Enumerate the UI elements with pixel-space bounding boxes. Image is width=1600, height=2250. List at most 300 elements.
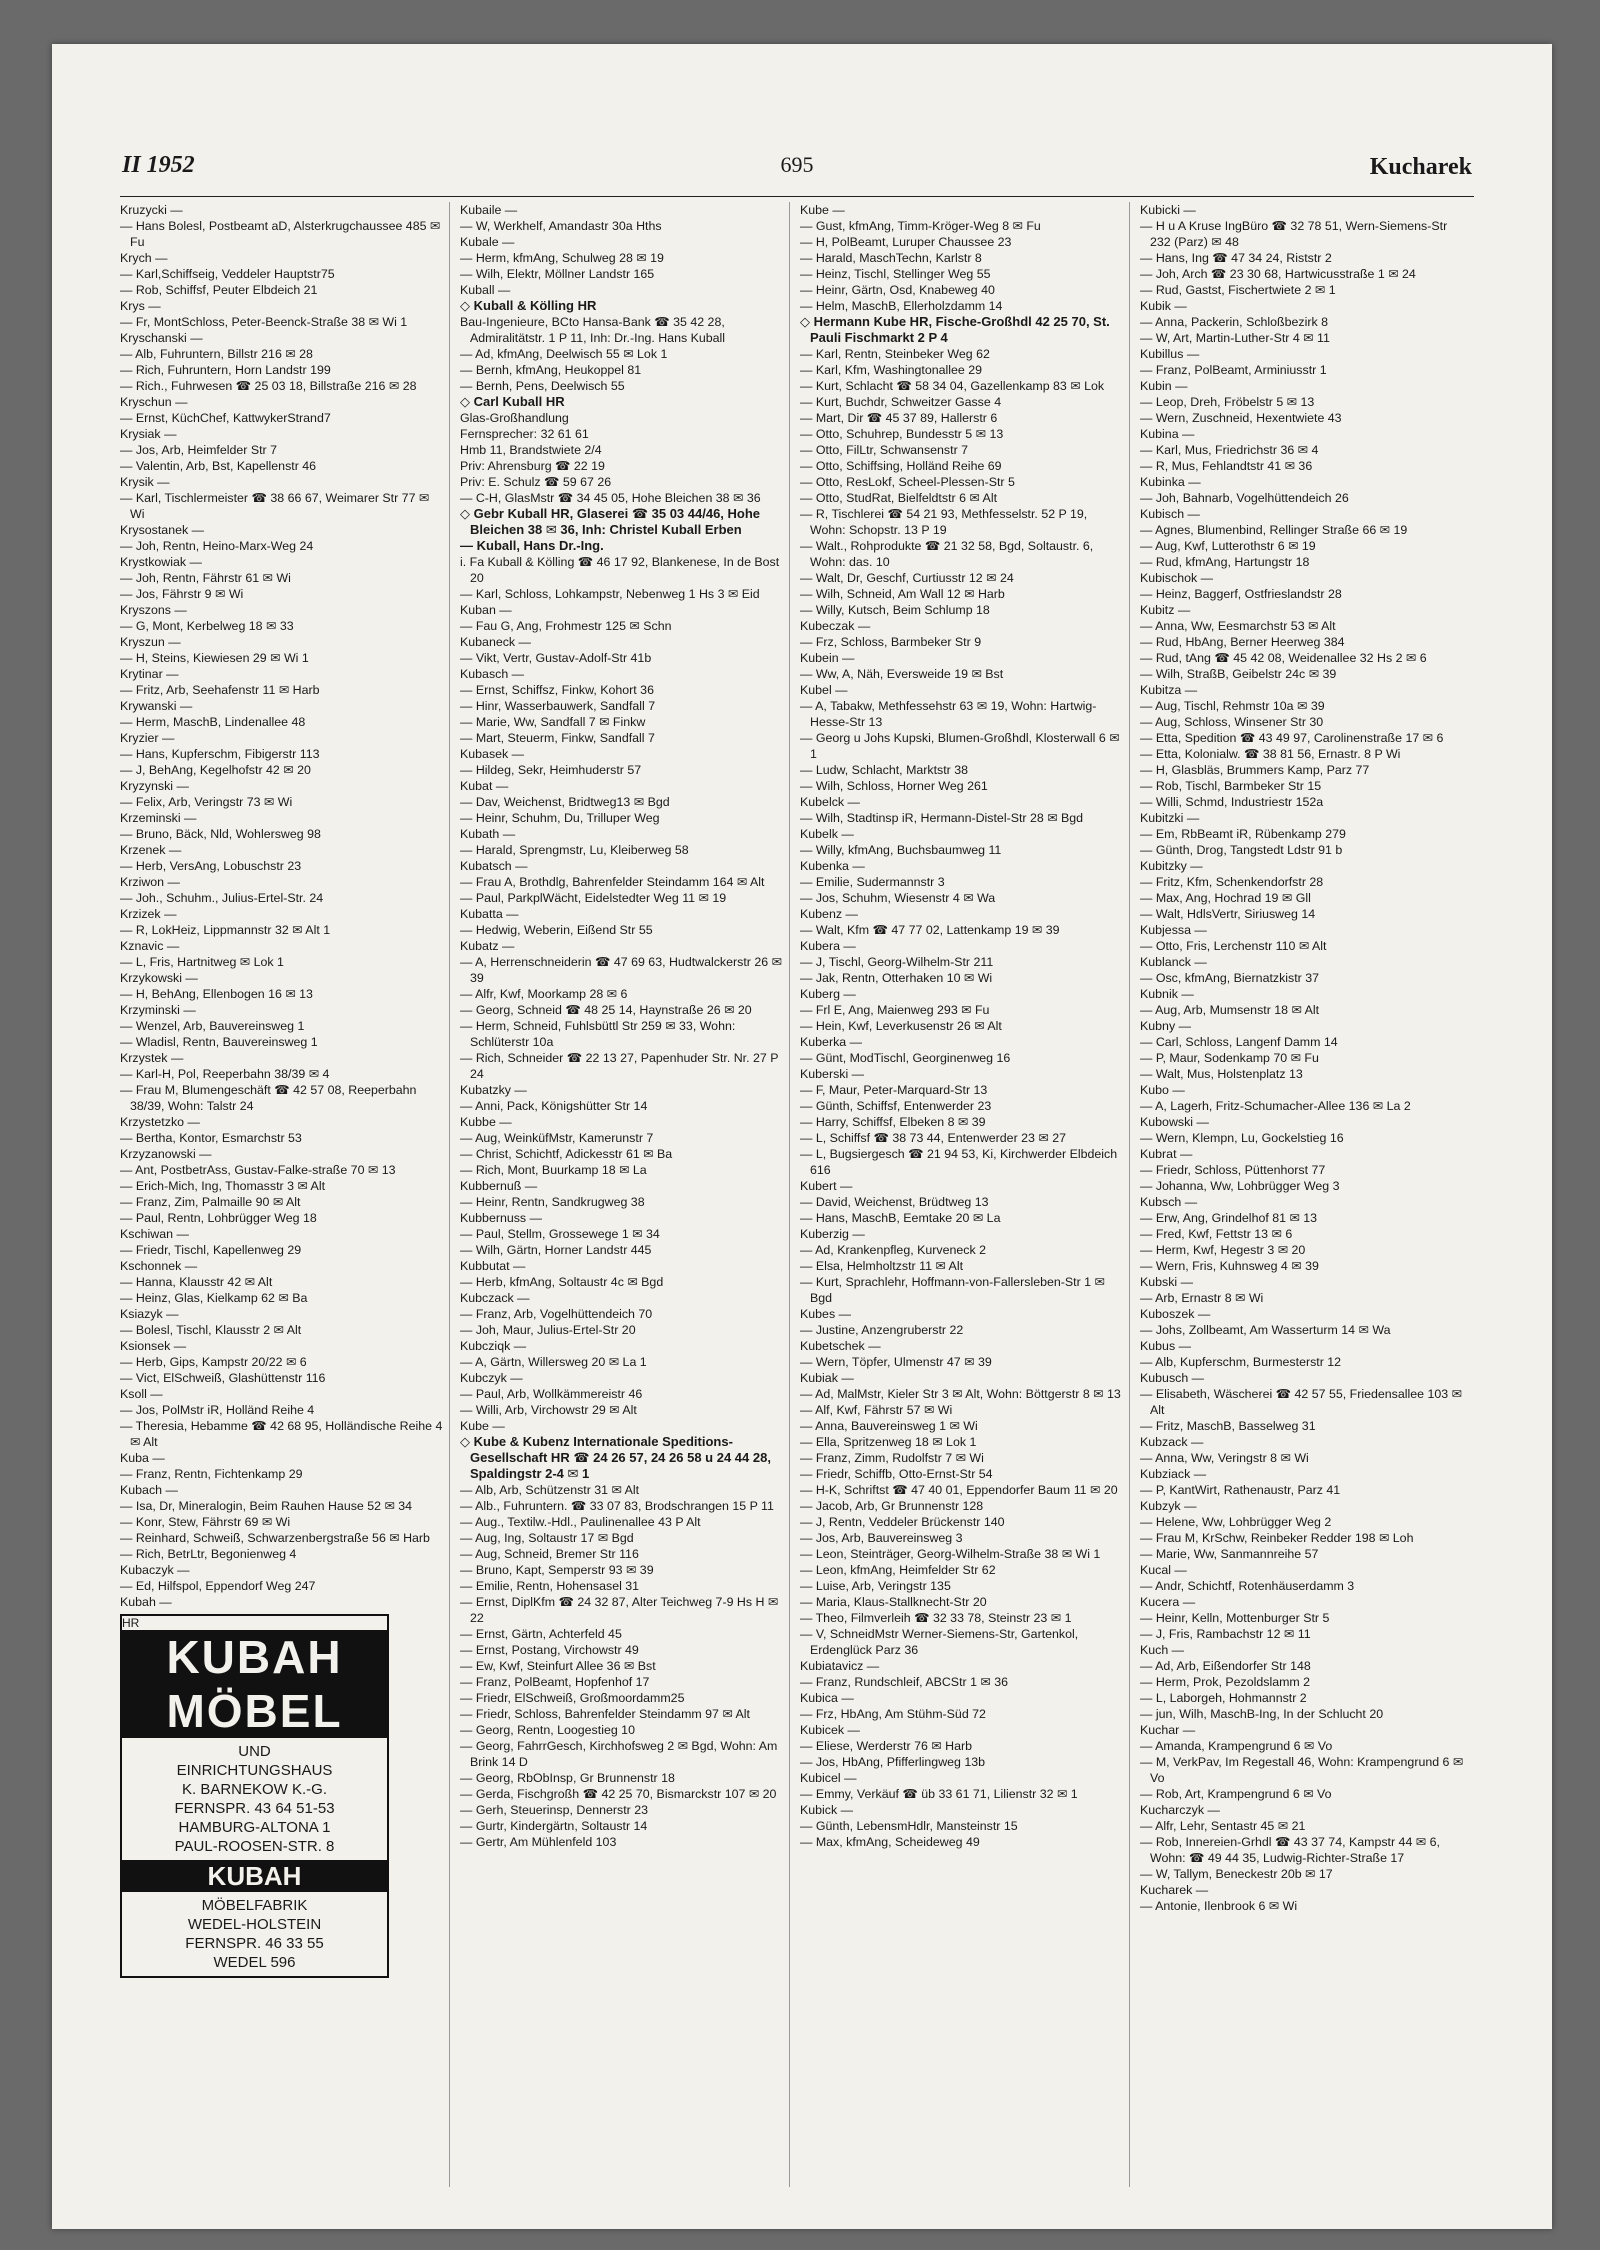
directory-entry: — Frz, Schloss, Barmbeker Str 9 — [800, 635, 982, 649]
columns — [120, 202, 1475, 2187]
directory-entry: Kuch — — [1140, 1643, 1185, 1657]
directory-entry: — Joh, Bahnarb, Vogelhüttendeich 26 — [1140, 491, 1349, 505]
directory-entry: Kubski — — [1140, 1275, 1194, 1289]
ad-line1: KUBAH — [122, 1630, 387, 1684]
directory-entry: Krys — — [120, 299, 161, 313]
directory-entry: — H u A Kruse IngBüro ☎ 32 78 51, Wern-Siemens-Str 232 (Parz) ✉ 48 — [1140, 219, 1448, 249]
directory-entry: — Willy, Kutsch, Beim Schlump 18 — [800, 603, 990, 617]
directory-entry: — Emmy, Verkäuf ☎ üb 33 61 71, Lilienstr 32 ✉ 1 — [800, 1787, 1078, 1801]
kubah-advertisement — [120, 1614, 389, 1978]
directory-entry: Kubel — — [800, 683, 848, 697]
directory-entry: — J, Rentn, Veddeler Brückenstr 140 — [800, 1515, 1005, 1529]
directory-entry: — Aug, Schneid, Bremer Str 116 — [460, 1547, 639, 1561]
directory-entry: — V, SchneidMstr Werner-Siemens-Str, Gartenkol, Erdenglück Parz 36 — [800, 1627, 1079, 1657]
directory-entry: Kubica — — [800, 1691, 854, 1705]
directory-entry: — Fau G, Ang, Frohmestr 125 ✉ Schn — [460, 619, 672, 633]
directory-entry: Kuboszek — — [1140, 1307, 1211, 1321]
directory-entry: — Isa, Dr, Mineralogin, Beim Rauhen Hause 52 ✉ 34 — [120, 1499, 413, 1513]
directory-entry: — Franz, Rentn, Fichtenkamp 29 — [120, 1467, 303, 1481]
directory-entry: Kubicki — — [1140, 203, 1196, 217]
directory-entry: — Joh., Schuhm., Julius-Ertel-Str. 24 — [120, 891, 324, 905]
directory-entry: — Wern, Zuschneid, Hexentwiete 43 — [1140, 411, 1342, 425]
directory-entry: Kube — — [800, 203, 845, 217]
directory-entry: — Alfr, Kwf, Moorkamp 28 ✉ 6 — [460, 987, 628, 1001]
directory-entry: — Otto, Schiffsing, Holländ Reihe 69 — [800, 459, 1002, 473]
directory-entry: — Franz, Rundschleif, ABCStr 1 ✉ 36 — [800, 1675, 1009, 1689]
directory-entry: — Otto, StudRat, Bielfeldtstr 6 ✉ Alt — [800, 491, 998, 505]
directory-entry: Kznavic — — [120, 939, 180, 953]
directory-entry: — H, Glasbläs, Brummers Kamp, Parz 77 — [1140, 763, 1370, 777]
directory-entry: — Franz, PolBeamt, Arminiusstr 1 — [1140, 363, 1327, 377]
directory-entry: Kubasek — — [460, 747, 525, 761]
directory-entry: Kubischok — — [1140, 571, 1214, 585]
directory-entry: Kubath — — [460, 827, 516, 841]
column-4 — [1140, 202, 1470, 2187]
directory-entry: Kubczyk — — [460, 1371, 523, 1385]
directory-entry: — Ad, MalMstr, Kieler Str 3 ✉ Alt, Wohn: Böttgerstr 8 ✉ 13 — [800, 1387, 1121, 1401]
directory-entry: — Frau A, Brothdlg, Bahrenfelder Steindamm 164 ✉ Alt — [460, 875, 765, 889]
directory-entry: — Osc, kfmAng, Biernatzkistr 37 — [1140, 971, 1320, 985]
directory-entry: — jun, Wilh, MaschB-Ing, In der Schlucht 20 — [1140, 1707, 1384, 1721]
directory-entry: — Otto, FilLtr, Schwansenstr 7 — [800, 443, 969, 457]
catchword: Kucharek — [1369, 154, 1472, 180]
directory-entry: Kubeczak — — [800, 619, 871, 633]
directory-entry: — Theresia, Hebamme ☎ 42 68 95, Holländische Reihe 4 ✉ Alt — [120, 1419, 443, 1449]
directory-entry: — Ew, Kwf, Steinfurt Allee 36 ✉ Bst — [460, 1659, 656, 1673]
directory-entry: — Rob, Art, Krampengrund 6 ✉ Vo — [1140, 1787, 1332, 1801]
directory-entry: Kuberzig — — [800, 1227, 865, 1241]
directory-entry: Kubaile — — [460, 203, 518, 217]
directory-entry: — L, Laborgeh, Hohmannstr 2 — [1140, 1691, 1307, 1705]
directory-entry: — Alb, Kupferschm, Burmesterstr 12 — [1140, 1355, 1342, 1369]
directory-entry: — Franz, Zim, Palmaille 90 ✉ Alt — [120, 1195, 301, 1209]
page-header — [122, 152, 1472, 192]
directory-entry: — J, Fris, Rambachstr 12 ✉ 11 — [1140, 1627, 1311, 1641]
directory-entry: — M, VerkPav, Im Regestall 46, Wohn: Krampengrund 6 ✉ Vo — [1140, 1755, 1464, 1785]
directory-entry: Kubin — — [1140, 379, 1188, 393]
directory-entry: — Leop, Dreh, Fröbelstr 5 ✉ 13 — [1140, 395, 1315, 409]
directory-entry: — A, Lagerh, Fritz-Schumacher-Allee 136 ✉ La 2 — [1140, 1099, 1411, 1113]
directory-entry: — Wern, Fris, Kuhnsweg 4 ✉ 39 — [1140, 1259, 1319, 1273]
directory-entry: — Bernh, Pens, Deelwisch 55 — [460, 379, 625, 393]
directory-entry: Kubein — — [800, 651, 855, 665]
directory-entry: Kryszun — — [120, 635, 181, 649]
directory-entry: ◇ Hermann Kube HR, Fische-Großhdl 42 25 70, St. Pauli Fischmarkt 2 P 4 — [800, 314, 1110, 345]
directory-entry: — Walt, Kfm ☎ 47 77 02, Lattenkamp 19 ✉ 39 — [800, 923, 1060, 937]
directory-entry: — Willi, Arb, Virchowstr 29 ✉ Alt — [460, 1403, 637, 1417]
directory-entry: Kubenka — — [800, 859, 865, 873]
column-1 — [120, 202, 450, 2187]
directory-entry: — Wilh, Stadtinsp iR, Hermann-Distel-Str 28 ✉ Bgd — [800, 811, 1084, 825]
directory-entry: — Frau M, KrSchw, Reinbeker Redder 198 ✉ Loh — [1140, 1531, 1414, 1545]
directory-entry: — Georg, FahrrGesch, Kirchhofsweg 2 ✉ Bgd, Wohn: Am Brink 14 D — [460, 1739, 778, 1769]
directory-entry: — Jacob, Arb, Gr Brunnenstr 128 — [800, 1499, 984, 1513]
directory-entry: — Kurt, Schlacht ☎ 58 34 04, Gazellenkamp 83 ✉ Lok — [800, 379, 1105, 393]
directory-entry: Kubaneck — — [460, 635, 531, 649]
directory-entry: Kubbernuss — — [460, 1211, 542, 1225]
directory-entry: — Georg u Johs Kupski, Blumen-Großhdl, Klosterwall 6 ✉ 1 — [800, 731, 1120, 761]
directory-entry: Kubisch — — [1140, 507, 1200, 521]
directory-entry: Kubick — — [800, 1803, 854, 1817]
directory-entry: Kucal — — [1140, 1563, 1187, 1577]
directory-entry: Kubera — — [800, 939, 856, 953]
directory-entry: — Joh, Maur, Julius-Ertel-Str 20 — [460, 1323, 636, 1337]
directory-entry: — Alb, Fuhruntern, Billstr 216 ✉ 28 — [120, 347, 313, 361]
directory-entry: Kucera — — [1140, 1595, 1196, 1609]
directory-entry: — Andr, Schichtf, Rotenhäuserdamm 3 — [1140, 1579, 1355, 1593]
directory-entry: — Rob, Tischl, Barmbeker Str 15 — [1140, 779, 1322, 793]
directory-entry: Glas-Großhandlung — [460, 411, 569, 425]
directory-entry: — Max, Ang, Hochrad 19 ✉ Gll — [1140, 891, 1311, 905]
directory-entry: — Franz, Zimm, Rudolfstr 7 ✉ Wi — [800, 1451, 984, 1465]
directory-entry: Kubasch — — [460, 667, 525, 681]
directory-entry: — Elisabeth, Wäscherei ☎ 42 57 55, Friedensallee 103 ✉ Alt — [1140, 1387, 1462, 1417]
directory-entry: Kubat — — [460, 779, 509, 793]
directory-entry: — Herb, kfmAng, Soltaustr 4c ✉ Bgd — [460, 1275, 664, 1289]
page-number: 695 — [780, 152, 814, 177]
directory-entry: — Christ, Schichtf, Adickesstr 61 ✉ Ba — [460, 1147, 673, 1161]
directory-entry: — Karl, Kfm, Washingtonallee 29 — [800, 363, 983, 377]
directory-entry: — Karl, Schloss, Lohkampstr, Nebenweg 1 Hs 3 ✉ Eid — [460, 587, 760, 601]
directory-entry: — Paul, Stellm, Grossewege 1 ✉ 34 — [460, 1227, 660, 1241]
ad-bottom-1: WEDEL-HOLSTEIN — [187, 1916, 322, 1933]
directory-entry: Kubziack — — [1140, 1467, 1207, 1481]
directory-entry: Kschiwan — — [120, 1227, 189, 1241]
directory-entry: Bau-Ingenieure, BCto Hansa-Bank ☎ 35 42 28, Admiralitätstr. 1 P 11, Inh: Dr.-Ing. Hans Kuball — [460, 315, 726, 345]
directory-entry: Kubbe — — [460, 1115, 512, 1129]
directory-entry: Kubcziqk — — [460, 1339, 527, 1353]
directory-entry: — Eliese, Werderstr 76 ✉ Harb — [800, 1739, 972, 1753]
directory-entry: — Jos, Schuhm, Wiesenstr 4 ✉ Wa — [800, 891, 996, 905]
directory-entry: Hmb 11, Brandstwiete 2/4 — [460, 443, 602, 457]
directory-entry: Kubzyk — — [1140, 1499, 1197, 1513]
directory-entry: — Harald, Sprengmstr, Lu, Kleiberweg 58 — [460, 843, 689, 857]
directory-entry: — Harry, Schiffsf, Elbeken 8 ✉ 39 — [800, 1115, 986, 1129]
directory-entry: — Aug, Schloss, Winsener Str 30 — [1140, 715, 1324, 729]
directory-entry: Kubicel — — [800, 1771, 857, 1785]
directory-entry: Kubelk — — [800, 827, 854, 841]
directory-entry: Kucharczyk — — [1140, 1803, 1220, 1817]
directory-entry: — Franz, Arb, Vogelhüttendeich 70 — [460, 1307, 653, 1321]
directory-entry: — Ernst, DiplKfm ☎ 24 32 87, Alter Teichweg 7-9 Hs H ✉ 22 — [460, 1595, 779, 1625]
directory-entry: — Wilh, Elektr, Möllner Landstr 165 — [460, 267, 655, 281]
directory-entry: — Wilh, Schloss, Horner Weg 261 — [800, 779, 988, 793]
directory-entry: — Amanda, Krampengrund 6 ✉ Vo — [1140, 1739, 1333, 1753]
directory-entry: — L, Fris, Hartnitweg ✉ Lok 1 — [120, 955, 284, 969]
directory-entry: — Karl, Tischlermeister ☎ 38 66 67, Weimarer Str 77 ✉ Wi — [120, 491, 430, 521]
directory-entry: Kubetschek — — [800, 1339, 881, 1353]
directory-entry: — L, Bugsiergesch ☎ 21 94 53, Ki, Kirchwerder Elbdeich 616 — [800, 1147, 1118, 1177]
directory-entry: Kubitzki — — [1140, 811, 1200, 825]
directory-entry: — Leon, Steinträger, Georg-Wilhelm-Straße 38 ✉ Wi 1 — [800, 1547, 1101, 1561]
directory-entry: — Bruno, Kapt, Semperstr 93 ✉ 39 — [460, 1563, 654, 1577]
directory-entry: — Kurt, Sprachlehr, Hoffmann-von-Fallersleben-Str 1 ✉ Bgd — [800, 1275, 1105, 1305]
directory-entry: Kubach — — [120, 1483, 178, 1497]
directory-entry: — Rob, Innereien-Grhdl ☎ 43 37 74, Kampstr 44 ✉ 6, Wohn: ☎ 49 44 35, Ludwig-Richter-Straße 17 — [1140, 1835, 1440, 1865]
directory-entry: Kubik — — [1140, 299, 1187, 313]
directory-entry: — Hans, Kupferschm, Fibigerstr 113 — [120, 747, 320, 761]
directory-entry: — Jos, PolMstr iR, Holländ Reihe 4 — [120, 1403, 315, 1417]
directory-entry: — Alb, Arb, Schützenstr 31 ✉ Alt — [460, 1483, 640, 1497]
directory-entry: — Hans, Ing ☎ 47 34 24, Riststr 2 — [1140, 251, 1332, 265]
directory-entry: — R, Tischlerei ☎ 54 21 93, Methfesselstr. 52 P 19, Wohn: Schopstr. 13 P 19 — [800, 507, 1088, 537]
directory-entry: — Elsa, Helmholtzstr 11 ✉ Alt — [800, 1259, 964, 1273]
directory-entry: Kubicek — — [800, 1723, 860, 1737]
ad-mark: HR — [122, 1616, 140, 1630]
directory-entry: — W, Art, Martin-Luther-Str 4 ✉ 11 — [1140, 331, 1330, 345]
directory-entry: — Rich, Schneider ☎ 22 13 27, Papenhuder Str. Nr. 27 P 24 — [460, 1051, 779, 1081]
directory-entry: i. Fa Kuball & Kölling ☎ 46 17 92, Blankenese, In de Bost 20 — [460, 555, 780, 585]
directory-entry: — Willy, kfmAng, Buchsbaumweg 11 — [800, 843, 1002, 857]
directory-entry: Krzystetzko — — [120, 1115, 200, 1129]
directory-entry: — Herb, Gips, Kampstr 20/22 ✉ 6 — [120, 1355, 307, 1369]
directory-entry: — Herm, Kwf, Hegestr 3 ✉ 20 — [1140, 1243, 1306, 1257]
directory-entry: — Jos, Arb, Bauvereinsweg 3 — [800, 1531, 963, 1545]
directory-entry: — Anna, Ww, Eesmarchstr 53 ✉ Alt — [1140, 619, 1336, 633]
directory-entry: — Friedr, ElSchweiß, Großmoordamm25 — [460, 1691, 685, 1705]
directory-entry: — Paul, Arb, Wollkämmereistr 46 — [460, 1387, 643, 1401]
directory-entry: — Otto, Schuhrep, Bundesstr 5 ✉ 13 — [800, 427, 1004, 441]
ad-middle-1: EINRICHTUNGSHAUS — [176, 1762, 333, 1779]
directory-entry: — Fritz, Arb, Seehafenstr 11 ✉ Harb — [120, 683, 320, 697]
directory-entry: — Frau M, Blumengeschäft ☎ 42 57 08, Reeperbahn 38/39, Wohn: Talstr 24 — [120, 1083, 417, 1113]
directory-entry: Kubatsch — — [460, 859, 528, 873]
directory-entry: Krzizek — — [120, 907, 177, 921]
directory-entry: — Joh, Rentn, Heino-Marx-Weg 24 — [120, 539, 314, 553]
directory-entry: — Karl,Schiffseig, Veddeler Hauptstr75 — [120, 267, 335, 281]
directory-entry: Kubina — — [1140, 427, 1195, 441]
directory-entry: Kubbutat — — [460, 1259, 526, 1273]
directory-entry: Krywanski — — [120, 699, 193, 713]
directory-entry: Kucharek — — [1140, 1883, 1209, 1897]
directory-entry: Kubusch — — [1140, 1371, 1205, 1385]
directory-entry: — Wilh, Schneid, Am Wall 12 ✉ Harb — [800, 587, 1005, 601]
directory-entry: Kube — — [460, 1419, 505, 1433]
directory-entry: — Paul, Rentn, Lohbrügger Weg 18 — [120, 1211, 317, 1225]
directory-entry: — Joh, Arch ☎ 23 30 68, Hartwicusstraße 1 ✉ 24 — [1140, 267, 1416, 281]
directory-entry: — Frl E, Ang, Maienweg 293 ✉ Fu — [800, 1003, 990, 1017]
directory-entry: — Gerh, Steuerinsp, Dennerstr 23 — [460, 1803, 649, 1817]
directory-entry: — Erich-Mich, Ing, Thomasstr 3 ✉ Alt — [120, 1179, 326, 1193]
directory-entry: — Hedwig, Weberin, Eißend Str 55 — [460, 923, 653, 937]
directory-entry: — Fred, Kwf, Fettstr 13 ✉ 6 — [1140, 1227, 1293, 1241]
volume-year: II 1952 — [122, 152, 195, 178]
directory-entry: Kuba — — [120, 1451, 165, 1465]
directory-entry: — Rich, Fuhruntern, Horn Landstr 199 — [120, 363, 331, 377]
directory-entry: Krystkowiak — — [120, 555, 202, 569]
directory-entry: Kuchar — — [1140, 1723, 1196, 1737]
directory-entry: Krytinar — — [120, 667, 179, 681]
directory-entry: Kubo — — [1140, 1083, 1185, 1097]
directory-entry: — H, PolBeamt, Luruper Chaussee 23 — [800, 235, 1012, 249]
directory-entry: — Heinr, Gärtn, Osd, Knabeweg 40 — [800, 283, 995, 297]
directory-entry: Kubczack — — [460, 1291, 530, 1305]
directory-entry: — C-H, GlasMstr ☎ 34 45 05, Hohe Bleichen 38 ✉ 36 — [460, 491, 761, 505]
directory-entry: — Karl, Mus, Friedrichstr 36 ✉ 4 — [1140, 443, 1319, 457]
ad-bottom-3: WEDEL 596 — [213, 1954, 296, 1971]
directory-entry: — Karl, Rentn, Steinbeker Weg 62 — [800, 347, 990, 361]
directory-entry: Ksionsek — — [120, 1339, 187, 1353]
directory-entry: Kubbernuß — — [460, 1179, 538, 1193]
directory-entry: — Ella, Spritzenweg 18 ✉ Lok 1 — [800, 1435, 977, 1449]
directory-entry: — Bertha, Kontor, Esmarchstr 53 — [120, 1131, 302, 1145]
directory-entry: — Georg, Rentn, Loogestieg 10 — [460, 1723, 635, 1737]
directory-entry: — Kuball, Hans Dr.-Ing. — [460, 538, 604, 553]
directory-entry: — J, BehAng, Kegelhofstr 42 ✉ 20 — [120, 763, 311, 777]
directory-entry: Kubowski — — [1140, 1115, 1209, 1129]
directory-entry: — Ernst, Postang, Virchowstr 49 — [460, 1643, 639, 1657]
directory-entry: Kubiatavicz — — [800, 1659, 880, 1673]
directory-entry: ◇ Kuball & Kölling HR — [460, 298, 597, 313]
directory-entry: — Friedr, Schloss, Püttenhorst 77 — [1140, 1163, 1326, 1177]
directory-entry: — Helene, Ww, Lohbrügger Weg 2 — [1140, 1515, 1332, 1529]
directory-entry: Kryschun — — [120, 395, 188, 409]
directory-entry: — Vict, ElSchweiß, Glashüttenstr 116 — [120, 1371, 326, 1385]
directory-entry: Kublanck — — [1140, 955, 1207, 969]
directory-entry: — W, Tallym, Beneckestr 20b ✉ 17 — [1140, 1867, 1333, 1881]
directory-entry: — Herm, Schneid, Fuhlsbüttl Str 259 ✉ 33, Wohn: Schlüterstr 10a — [460, 1019, 736, 1049]
directory-entry: — Hanna, Klausstr 42 ✉ Alt — [120, 1275, 273, 1289]
directory-entry: Krzyzanowski — — [120, 1147, 212, 1161]
directory-entry: — Marie, Ww, Sandfall 7 ✉ Finkw — [460, 715, 646, 729]
directory-entry: Kubenz — — [800, 907, 858, 921]
directory-entry: — Walt, Mus, Holstenplatz 13 — [1140, 1067, 1303, 1081]
directory-entry: — Rud, HbAng, Berner Heerweg 384 — [1140, 635, 1345, 649]
directory-entry: Kubitzky — — [1140, 859, 1203, 873]
directory-entry: — Agnes, Blumenbind, Rellinger Straße 66 ✉ 19 — [1140, 523, 1408, 537]
directory-entry: — Harald, MaschTechn, Karlstr 8 — [800, 251, 982, 265]
directory-entry: — A, Tabakw, Methfessehstr 63 ✉ 19, Wohn: Hartwig-Hesse-Str 13 — [800, 699, 1097, 729]
directory-entry: — Felix, Arb, Veringstr 73 ✉ Wi — [120, 795, 293, 809]
directory-entry: — Dav, Weichenst, Bridtweg13 ✉ Bgd — [460, 795, 670, 809]
directory-entry: Kuberski — — [800, 1067, 865, 1081]
directory-entry: Priv: E. Schulz ☎ 59 67 26 — [460, 475, 612, 489]
directory-entry: — Heinz, Baggerf, Ostfrieslandstr 28 — [1140, 587, 1342, 601]
directory-entry: Krysiak — — [120, 427, 177, 441]
directory-entry: — Herb, VersAng, Lobuschstr 23 — [120, 859, 302, 873]
directory-entry: — Hinr, Wasserbauwerk, Sandfall 7 — [460, 699, 656, 713]
directory-entry: Krzykowski — — [120, 971, 198, 985]
directory-entry: Krysostanek — — [120, 523, 205, 537]
directory-entry: — Jos, HbAng, Pfifferlingweg 13b — [800, 1755, 986, 1769]
directory-entry: — F, Maur, Peter-Marquard-Str 13 — [800, 1083, 988, 1097]
directory-entry: ◇ Gebr Kuball HR, Glaserei ☎ 35 03 44/46, Hohe Bleichen 38 ✉ 36, Inh: Christel Kuball Erben — [460, 506, 761, 537]
directory-entry: — Rud, Gastst, Fischertwiete 2 ✉ 1 — [1140, 283, 1336, 297]
directory-entry: Kryzier — — [120, 731, 175, 745]
directory-entry: — Franz, PolBeamt, Hopfenhof 17 — [460, 1675, 650, 1689]
directory-entry: Kryszons — — [120, 603, 187, 617]
directory-entry: — J, Tischl, Georg-Wilhelm-Str 211 — [800, 955, 994, 969]
directory-entry: — Herm, Prok, Pezoldslamm 2 — [1140, 1675, 1311, 1689]
directory-entry: — Emilie, Rentn, Hohensasel 31 — [460, 1579, 640, 1593]
directory-entry: — Wilh, StraßB, Geibelstr 24c ✉ 39 — [1140, 667, 1337, 681]
directory-entry: — Ed, Hilfspol, Eppendorf Weg 247 — [120, 1579, 316, 1593]
directory-entry: Kuberg — — [800, 987, 856, 1001]
directory-entry: — Ad, Arb, Eißendorfer Str 148 — [1140, 1659, 1311, 1673]
directory-entry: — Erw, Ang, Grindelhof 81 ✉ 13 — [1140, 1211, 1318, 1225]
directory-entry: Kschonnek — — [120, 1259, 198, 1273]
directory-entry: — Anni, Pack, Königshütter Str 14 — [460, 1099, 648, 1113]
directory-entry: — Aug, WeinküfMstr, Kamerunstr 7 — [460, 1131, 654, 1145]
directory-entry: — Aug, Tischl, Rehmstr 10a ✉ 39 — [1140, 699, 1325, 713]
directory-entry: — Friedr, Tischl, Kapellenweg 29 — [120, 1243, 302, 1257]
directory-entry: — Gurtr, Kindergärtn, Soltaustr 14 — [460, 1819, 648, 1833]
directory-entry: Kubny — — [1140, 1019, 1191, 1033]
directory-entry: — W, Werkhelf, Amandastr 30a Hths — [460, 219, 662, 233]
directory-entry: — Reinhard, Schweiß, Schwarzenbergstraße 56 ✉ Harb — [120, 1531, 430, 1545]
directory-entry: ◇ Carl Kuball HR — [460, 394, 565, 409]
directory-entry: — Gerda, Fischgroßh ☎ 42 25 70, Bismarckstr 107 ✉ 20 — [460, 1787, 777, 1801]
directory-entry: — Friedr, Schloss, Bahrenfelder Steindamm 97 ✉ Alt — [460, 1707, 750, 1721]
directory-entry: — Rich, Mont, Buurkamp 18 ✉ La — [460, 1163, 647, 1177]
directory-entry: Kubiak — — [800, 1371, 854, 1385]
directory-entry: — Aug, Arb, Mumsenstr 18 ✉ Alt — [1140, 1003, 1320, 1017]
directory-entry: Kubitz — — [1140, 603, 1191, 617]
directory-entry: — Ernst, KüchChef, KattwykerStrand7 — [120, 411, 331, 425]
directory-entry: Kuball — — [460, 283, 511, 297]
directory-entry: — R, LokHeiz, Lippmannstr 32 ✉ Alt 1 — [120, 923, 331, 937]
directory-page — [52, 44, 1552, 2229]
directory-entry: — Hein, Kwf, Leverkusenstr 26 ✉ Alt — [800, 1019, 1002, 1033]
directory-entry: — G, Mont, Kerbelweg 18 ✉ 33 — [120, 619, 294, 633]
directory-entry: — Joh, Rentn, Fährstr 61 ✉ Wi — [120, 571, 291, 585]
directory-entry: — Walt, HdlsVertr, Siriusweg 14 — [1140, 907, 1316, 921]
directory-entry: Fernsprecher: 32 61 61 — [460, 427, 589, 441]
directory-entry: — Rud, tAng ☎ 45 42 08, Weidenallee 32 Hs 2 ✉ 6 — [1140, 651, 1427, 665]
header-rule — [120, 196, 1474, 197]
directory-entry: — Konr, Stew, Fährstr 69 ✉ Wi — [120, 1515, 291, 1529]
directory-entry: — Hans, MaschB, Eemtake 20 ✉ La — [800, 1211, 1001, 1225]
ad-middle-4: HAMBURG-ALTONA 1 — [178, 1819, 331, 1836]
directory-entry: Kubinka — — [1140, 475, 1201, 489]
directory-entry: — Maria, Klaus-Stallknecht-Str 20 — [800, 1595, 987, 1609]
ad-middle-3: FERNSPR. 43 64 51-53 — [174, 1800, 335, 1817]
directory-entry: — Jos, Fährstr 9 ✉ Wi — [120, 587, 244, 601]
directory-entry: — A, Gärtn, Willersweg 20 ✉ La 1 — [460, 1355, 647, 1369]
directory-entry: — Alf, Kwf, Fährstr 57 ✉ Wi — [800, 1403, 953, 1417]
directory-entry: — Karl-H, Pol, Reeperbahn 38/39 ✉ 4 — [120, 1067, 330, 1081]
directory-entry: — Paul, ParkplWächt, Eidelstedter Weg 11 ✉ 19 — [460, 891, 727, 905]
directory-entry: — Günt, ModTischl, Georginenweg 16 — [800, 1051, 1011, 1065]
directory-entry: Priv: Ahrensburg ☎ 22 19 — [460, 459, 605, 473]
directory-entry: — Rud, kfmAng, Hartungstr 18 — [1140, 555, 1310, 569]
directory-entry: Krzenek — — [120, 843, 182, 857]
ad-bottom-0: MÖBELFABRIK — [201, 1897, 308, 1914]
directory-entry: — Marie, Ww, Sanmannreihe 57 — [1140, 1547, 1319, 1561]
directory-entry: Kryzynski — — [120, 779, 189, 793]
directory-entry: — Ad, kfmAng, Deelwisch 55 ✉ Lok 1 — [460, 347, 668, 361]
directory-entry: — Em, RbBeamt iR, Rübenkamp 279 — [1140, 827, 1346, 841]
directory-entry: — Georg, RbObInsp, Gr Brunnenstr 18 — [460, 1771, 675, 1785]
column-3 — [800, 202, 1130, 2187]
directory-entry: — Aug., Textilw.-Hdl., Paulinenallee 43 P Alt — [460, 1515, 701, 1529]
directory-entry: — Heinz, Tischl, Stellinger Weg 55 — [800, 267, 991, 281]
directory-entry: — Luise, Arb, Veringstr 135 — [800, 1579, 951, 1593]
directory-entry: — Mart, Steuerm, Finkw, Sandfall 7 — [460, 731, 655, 745]
ad-middle-2: K. BARNEKOW K.-G. — [181, 1781, 328, 1798]
directory-entry: — Etta, Spedition ☎ 43 49 97, Carolinenstraße 17 ✉ 6 — [1140, 731, 1444, 745]
directory-entry: — Alfr, Lehr, Sentastr 45 ✉ 21 — [1140, 1819, 1306, 1833]
directory-entry: — Gertr, Am Mühlenfeld 103 — [460, 1835, 617, 1849]
directory-entry: — Vikt, Vertr, Gustav-Adolf-Str 41b — [460, 651, 652, 665]
directory-entry: Krzeminski — — [120, 811, 197, 825]
directory-entry: — Ernst, Schiffsz, Finkw, Kohort 36 — [460, 683, 654, 697]
directory-entry: — Ww, A, Näh, Eversweide 19 ✉ Bst — [800, 667, 1004, 681]
directory-entry: Krysik — — [120, 475, 170, 489]
directory-entry: — Hans Bolesl, Postbeamt aD, Alsterkrugchaussee 485 ✉ Fu — [120, 219, 441, 249]
directory-entry: — Etta, Kolonialw. ☎ 38 81 56, Ernastr. 8 P Wi — [1140, 747, 1401, 761]
directory-entry: Kubnik — — [1140, 987, 1194, 1001]
